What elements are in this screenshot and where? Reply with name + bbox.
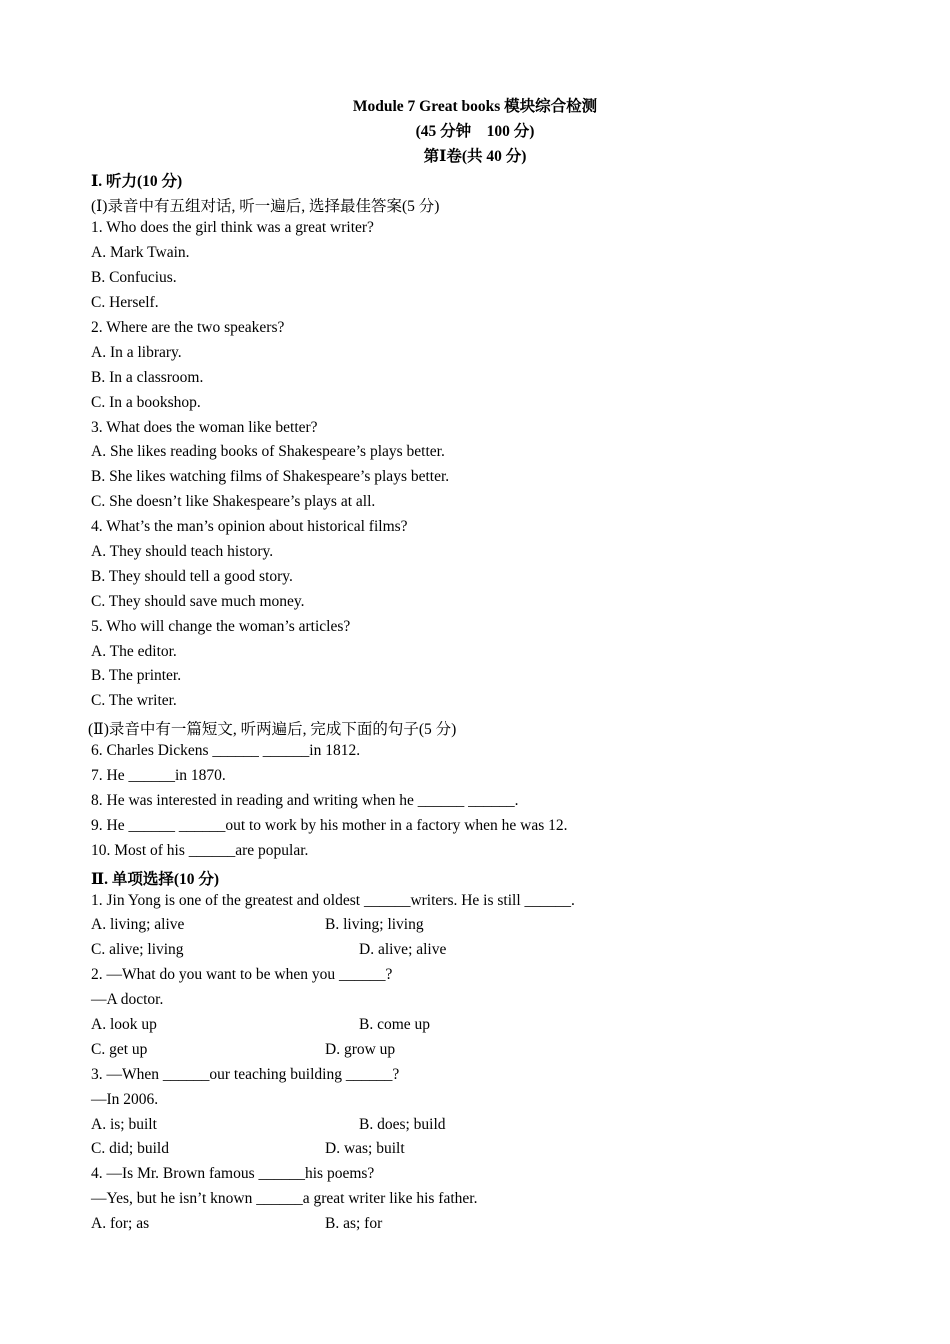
option-c: C. did; build [91, 1140, 169, 1157]
option: C. She doesn’t like Shakespeare’s plays at all. [91, 493, 376, 510]
option: A. She likes reading books of Shakespeare’s plays better. [91, 443, 445, 460]
option-c: C. alive; living [91, 941, 184, 958]
option: C. In a bookshop. [91, 394, 201, 411]
fill-blank-item: 10. Most of his ______are popular. [91, 842, 309, 859]
question: 3. —When ______our teaching building ______? [91, 1066, 400, 1083]
time-score: (45 分钟 100 分) [415, 123, 535, 140]
option: B. Confucius. [91, 269, 177, 286]
option-b: B. does; build [359, 1116, 446, 1133]
volume-label: 第Ⅰ卷(共 40 分) [423, 148, 527, 165]
option-d: D. alive; alive [359, 941, 447, 958]
fill-blank-item: 8. He was interested in reading and writing when he ______ ______. [91, 792, 519, 809]
option: B. The printer. [91, 667, 182, 684]
question: 1. Who does the girl think was a great writer? [91, 219, 374, 236]
option: B. In a classroom. [91, 369, 204, 386]
option-c: C. get up [91, 1041, 148, 1058]
question: 4. What’s the man’s opinion about historical films? [91, 518, 408, 535]
section-heading-listening: Ⅰ. 听力(10 分) [91, 173, 183, 190]
fill-blank-item: 7. He ______in 1870. [91, 767, 226, 784]
section-heading-choice: Ⅱ. 单项选择(10 分) [91, 871, 220, 888]
option-d: D. was; built [325, 1140, 405, 1157]
option: A. They should teach history. [91, 543, 274, 560]
fill-blank-item: 6. Charles Dickens ______ ______in 1812. [91, 742, 361, 759]
option-b: B. living; living [325, 916, 424, 933]
option-d: D. grow up [325, 1041, 396, 1058]
question: 3. What does the woman like better? [91, 419, 318, 436]
option-a: A. for; as [91, 1215, 150, 1232]
question: 1. Jin Yong is one of the greatest and oldest ______writers. He is still ______. [91, 892, 575, 909]
option-b: B. come up [359, 1016, 431, 1033]
option: C. They should save much money. [91, 593, 305, 610]
question: 2. Where are the two speakers? [91, 319, 285, 336]
fill-blank-item: 9. He ______ ______out to work by his mother in a factory when he was 12. [91, 817, 568, 834]
dialogue-reply: —In 2006. [91, 1091, 159, 1108]
question: 5. Who will change the woman’s articles? [91, 618, 351, 635]
option: C. The writer. [91, 692, 177, 709]
dialogue-reply: —A doctor. [91, 991, 164, 1008]
option: C. Herself. [91, 294, 159, 311]
option: B. They should tell a good story. [91, 568, 293, 585]
question: 2. —What do you want to be when you ______? [91, 966, 393, 983]
option: B. She likes watching films of Shakespeare’s plays better. [91, 468, 450, 485]
question: 4. —Is Mr. Brown famous ______his poems? [91, 1165, 375, 1182]
option: A. In a library. [91, 344, 182, 361]
option: A. Mark Twain. [91, 244, 190, 261]
option-a: A. is; built [91, 1116, 157, 1133]
document-title: Module 7 Great books 模块综合检测 [352, 98, 598, 115]
listening-part1-instruction: (Ⅰ)录音中有五组对话, 听一遍后, 选择最佳答案(5 分) [91, 198, 440, 215]
option-a: A. look up [91, 1016, 157, 1033]
option-a: A. living; alive [91, 916, 185, 933]
listening-part2-instruction: (Ⅱ)录音中有一篇短文, 听两遍后, 完成下面的句子(5 分) [88, 721, 457, 738]
dialogue-reply: —Yes, but he isn’t known ______a great writer like his father. [91, 1190, 478, 1207]
option: A. The editor. [91, 643, 177, 660]
option-b: B. as; for [325, 1215, 383, 1232]
